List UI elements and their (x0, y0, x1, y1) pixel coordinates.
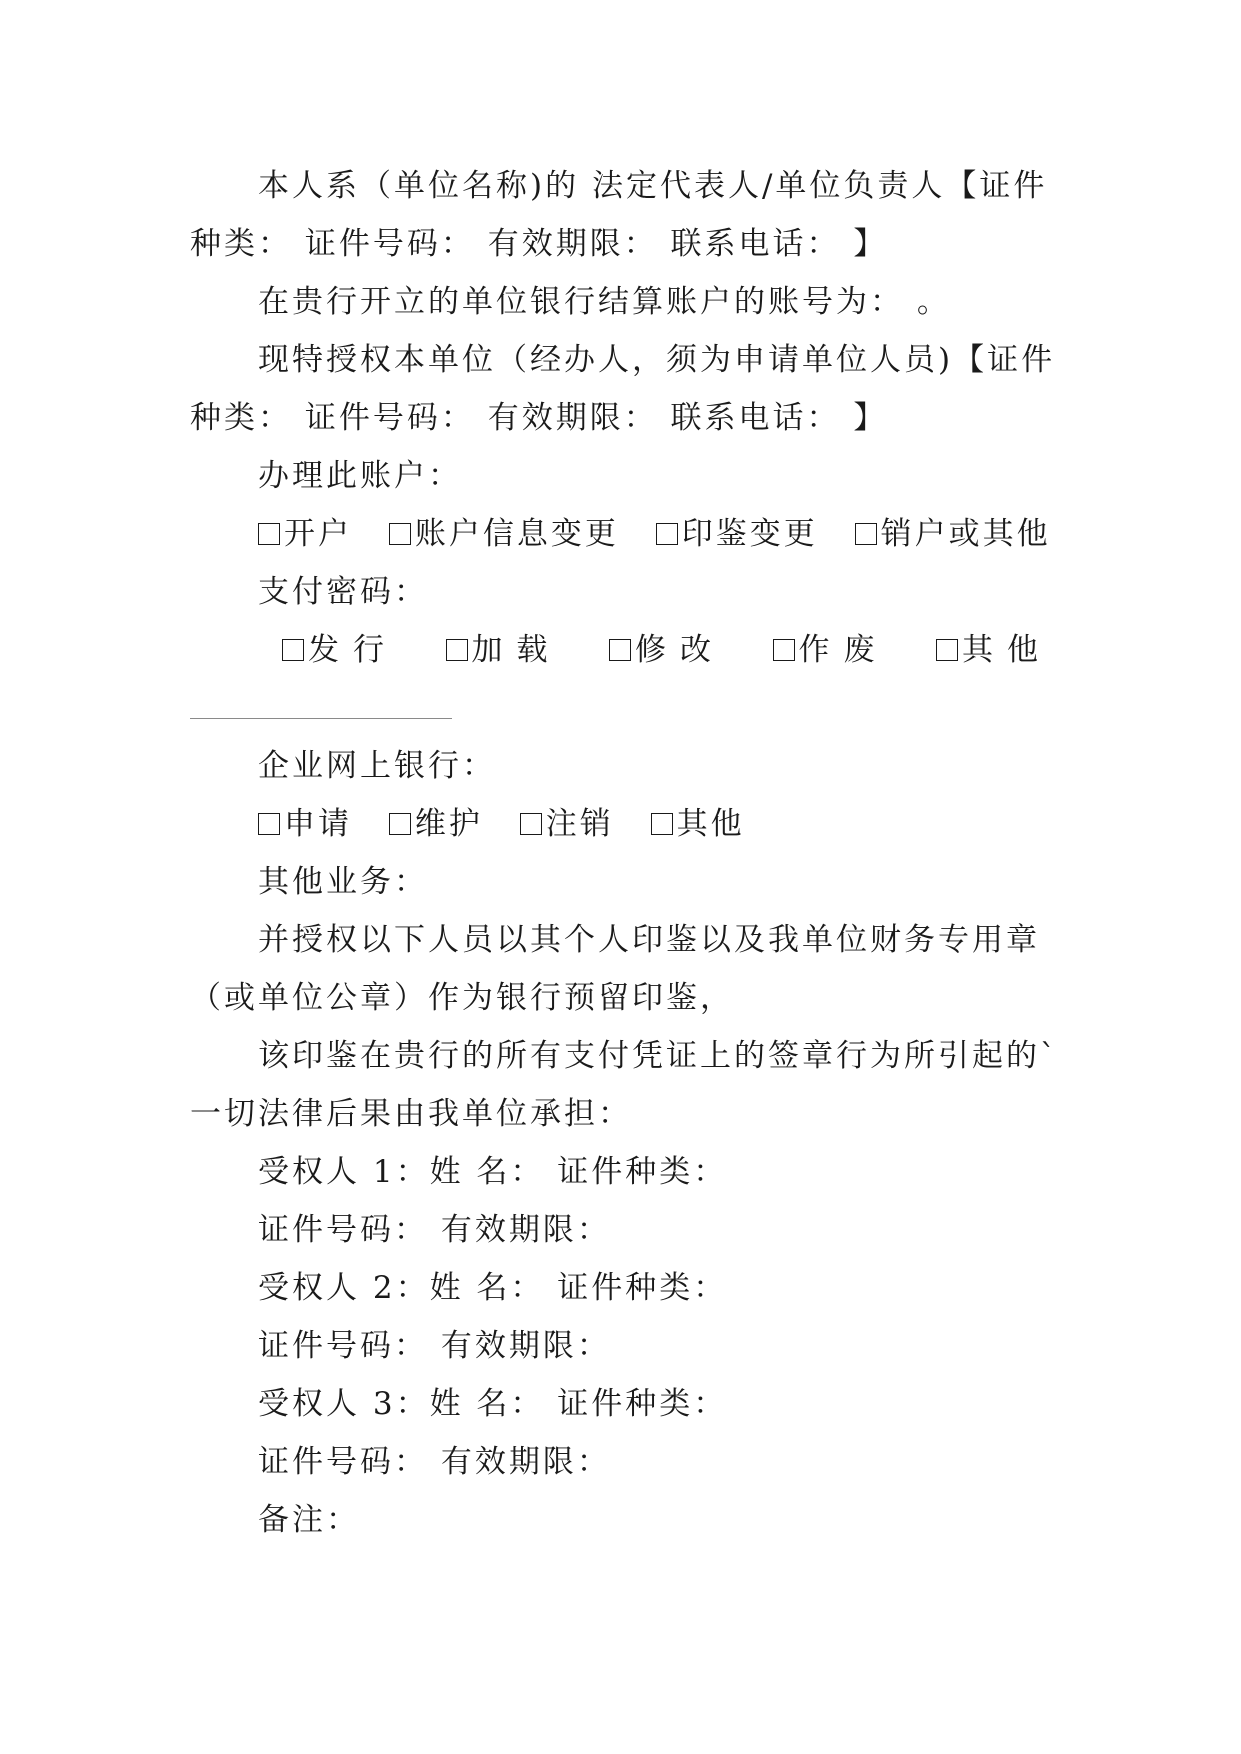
text-line: 并授权以下人员以其个人印鉴以及我单位财务专用章 (258, 922, 1040, 958)
grantee-1-line2: 证件号码： 有效期限： (258, 1212, 611, 1248)
text-line: 种类： 证件号码： 有效期限： 联系电话： 】 (190, 226, 888, 262)
text-line: 种类： 证件号码： 有效期限： 联系电话： 】 (190, 400, 888, 436)
option-label: 加载 (471, 632, 562, 668)
grantee-2-line2: 证件号码： 有效期限： (258, 1328, 611, 1364)
option-void[interactable] (773, 630, 889, 670)
option-open[interactable] (258, 516, 352, 552)
online-banking-label: 企业网上银行： (258, 748, 496, 784)
checkbox-icon[interactable] (258, 523, 280, 545)
option-cancel[interactable] (520, 806, 614, 842)
checkbox-icon[interactable] (389, 813, 411, 835)
checkbox-icon[interactable] (656, 523, 678, 545)
option-label: 印鉴变更 (681, 516, 818, 552)
remark-label: 备注： (258, 1502, 360, 1538)
option-label: 发行 (308, 632, 398, 668)
option-close-other[interactable] (855, 516, 1051, 552)
option-apply[interactable] (258, 806, 352, 842)
option-other[interactable] (936, 630, 1052, 670)
option-label: 作废 (798, 632, 889, 668)
option-other[interactable] (651, 806, 745, 842)
option-label: 其他 (962, 632, 1052, 668)
checkbox-icon[interactable] (446, 639, 468, 661)
option-label: 开户 (284, 516, 352, 552)
option-seal-change[interactable] (656, 516, 818, 552)
grantee-2-line1: 受权人 2：姓 名： 证件种类： (258, 1270, 728, 1306)
grantee-3-line2: 证件号码： 有效期限： (258, 1444, 611, 1480)
account-options (258, 514, 1075, 554)
text-line: 该印鉴在贵行的所有支付凭证上的签章行为所引起的` (258, 1038, 1059, 1074)
option-label: 注销 (545, 806, 614, 842)
text-line: 一切法律后果由我单位承担： (190, 1096, 632, 1132)
option-label: 维护 (414, 806, 483, 842)
grantee-1-line1: 受权人 1：姓 名： 证件种类： (258, 1154, 728, 1190)
option-label: 其他 (676, 806, 745, 842)
option-modify[interactable] (609, 630, 725, 670)
text-line: 办理此账户： (258, 458, 462, 494)
checkbox-icon[interactable] (282, 639, 304, 661)
payment-options (282, 630, 1052, 670)
text-line: 在贵行开立的单位银行结算账户的账号为： 。 (258, 284, 951, 320)
underline-blank[interactable] (190, 718, 452, 719)
option-label: 修改 (635, 632, 725, 668)
option-info-change[interactable] (389, 516, 619, 552)
checkbox-icon[interactable] (936, 639, 958, 661)
text-line: 现特授权本单位（经办人，须为申请单位人员)【证件 (258, 342, 1056, 378)
checkbox-icon[interactable] (520, 813, 542, 835)
option-load[interactable] (446, 630, 562, 670)
online-banking-options (258, 804, 769, 844)
option-label: 申请 (284, 806, 352, 842)
option-label: 销户或其他 (880, 516, 1051, 552)
checkbox-icon[interactable] (258, 813, 280, 835)
other-business-label: 其他业务： (258, 864, 428, 900)
text-line: （或单位公章）作为银行预留印鉴， (190, 980, 734, 1016)
option-label: 账户信息变更 (414, 516, 619, 552)
checkbox-icon[interactable] (609, 639, 631, 661)
grantee-3-line1: 受权人 3：姓 名： 证件种类： (258, 1386, 728, 1422)
checkbox-icon[interactable] (651, 813, 673, 835)
text-line: 本人系（单位名称)的 法定代表人/单位负责人【证件 (258, 168, 1048, 204)
checkbox-icon[interactable] (773, 639, 795, 661)
payment-password-label: 支付密码： (258, 574, 428, 610)
option-issue[interactable] (282, 630, 398, 670)
checkbox-icon[interactable] (855, 523, 877, 545)
option-maintain[interactable] (389, 806, 483, 842)
checkbox-icon[interactable] (389, 523, 411, 545)
